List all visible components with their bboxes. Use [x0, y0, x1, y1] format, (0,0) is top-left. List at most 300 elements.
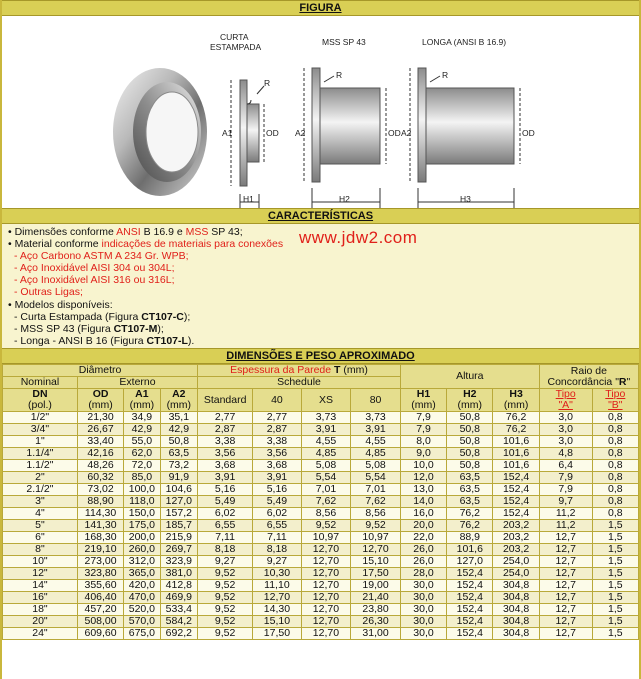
table-cell: 11,2 [539, 508, 592, 520]
table-cell: 16,0 [400, 508, 446, 520]
link-aco-carbono[interactable]: - Aço Carbono ASTM A 234 Gr. WPB; [14, 250, 189, 263]
table-row [3, 580, 639, 592]
table-cell: 8,56 [301, 508, 351, 520]
table-cell: 17,50 [351, 568, 401, 580]
hdr-nominal: Nominal [3, 377, 78, 389]
hdr-h1: H1 (mm) [400, 389, 446, 412]
table-cell: 1,5 [592, 616, 638, 628]
hdr-h2: H2 (mm) [447, 389, 493, 412]
label-a2-mss: A2 [295, 128, 306, 138]
table-cell: 76,2 [493, 412, 539, 424]
figure-area [2, 16, 639, 208]
hdr-a1: A1 (mm) [124, 389, 160, 412]
table-cell: 304,8 [493, 628, 539, 640]
table-cell: 88,9 [447, 532, 493, 544]
table-cell: 9,52 [198, 616, 253, 628]
table-cell: 10,97 [351, 532, 401, 544]
hdr-raio: Raio de Concordância "R" [539, 365, 638, 389]
table-cell: 12,70 [301, 616, 351, 628]
table-cell: 215,9 [160, 532, 198, 544]
link-materiais[interactable]: indicações de materiais para conexões [101, 238, 284, 251]
table-cell: 304,8 [493, 592, 539, 604]
table-cell: 5,54 [301, 472, 351, 484]
table-cell: 3,91 [198, 472, 253, 484]
table-cell: 42,9 [124, 424, 160, 436]
table-cell: 28,0 [400, 568, 446, 580]
table-cell: 152,4 [493, 484, 539, 496]
table-cell: 10,30 [253, 568, 301, 580]
table-cell: 420,0 [124, 580, 160, 592]
table-cell: 533,4 [160, 604, 198, 616]
hdr-h3: H3 (mm) [493, 389, 539, 412]
table-cell: 9,0 [400, 448, 446, 460]
table-cell: 63,5 [447, 472, 493, 484]
table-cell: 3,56 [198, 448, 253, 460]
curta-drawing [231, 80, 264, 208]
table-cell: 12,7 [539, 544, 592, 556]
table-cell: 5,16 [198, 484, 253, 496]
table-cell: 0,8 [592, 472, 638, 484]
table-row [3, 472, 639, 484]
table-cell: 30,0 [400, 628, 446, 640]
table-cell: 6,55 [198, 520, 253, 532]
table-cell: 13,0 [400, 484, 446, 496]
table-cell: 88,90 [77, 496, 123, 508]
table-cell: 570,0 [124, 616, 160, 628]
table-cell: 31,00 [351, 628, 401, 640]
table-cell: 7,01 [351, 484, 401, 496]
table-cell: 412,8 [160, 580, 198, 592]
table-cell: 21,30 [77, 412, 123, 424]
label-mss: MSS SP 43 [322, 37, 366, 47]
table-cell: 26,30 [351, 616, 401, 628]
table-cell: 203,2 [493, 532, 539, 544]
table-cell: 4,85 [351, 448, 401, 460]
table-cell: 42,16 [77, 448, 123, 460]
table-cell: 12,70 [301, 628, 351, 640]
table-cell: 6,02 [198, 508, 253, 520]
table-cell: 2.1/2" [3, 484, 78, 496]
table-cell: 85,0 [124, 472, 160, 484]
table-cell: 365,0 [124, 568, 160, 580]
label-r1: R [264, 78, 271, 88]
table-cell: 3,68 [253, 460, 301, 472]
table-cell: 7,62 [301, 496, 351, 508]
table-cell: 1,5 [592, 604, 638, 616]
table-cell: 1,5 [592, 520, 638, 532]
table-cell: 9,52 [351, 520, 401, 532]
table-cell: 48,26 [77, 460, 123, 472]
table-cell: 469,9 [160, 592, 198, 604]
table-cell: 14" [3, 580, 78, 592]
table-cell: 10,0 [400, 460, 446, 472]
table-cell: 9,52 [198, 628, 253, 640]
table-cell: 1,5 [592, 628, 638, 640]
table-cell: 76,2 [493, 424, 539, 436]
table-cell: 3,73 [301, 412, 351, 424]
table-cell: 1/2" [3, 412, 78, 424]
hdr-40: 40 [253, 389, 301, 412]
table-cell: 3,0 [539, 436, 592, 448]
table-cell: 4" [3, 508, 78, 520]
table-cell: 7,11 [253, 532, 301, 544]
table-cell: 5,54 [351, 472, 401, 484]
table-row [3, 556, 639, 568]
table-cell: 12,70 [301, 580, 351, 592]
table-cell: 6,02 [253, 508, 301, 520]
table-cell: 127,0 [447, 556, 493, 568]
table-cell: 1.1/4" [3, 448, 78, 460]
table-cell: 101,6 [493, 436, 539, 448]
table-cell: 152,4 [493, 472, 539, 484]
table-cell: 6" [3, 532, 78, 544]
table-cell: 1,5 [592, 580, 638, 592]
table-cell: 50,8 [447, 412, 493, 424]
label-od3: OD [522, 128, 535, 138]
table-cell: 73,2 [160, 460, 198, 472]
table-cell: 2,87 [198, 424, 253, 436]
table-cell: 3,91 [301, 424, 351, 436]
dimensoes-header: DIMENSÕES E PESO APROXIMADO [2, 348, 639, 364]
table-row [3, 616, 639, 628]
table-cell: 3,0 [539, 424, 592, 436]
hdr-tipo-a[interactable]: Tipo "A" [539, 389, 592, 412]
table-cell: 0,8 [592, 484, 638, 496]
table-cell: 9,52 [301, 520, 351, 532]
line-modelos: • Modelos disponíveis: [8, 298, 113, 311]
table-cell: 8,18 [198, 544, 253, 556]
table-cell: 12,70 [301, 544, 351, 556]
table-cell: 260,0 [124, 544, 160, 556]
table-cell: 4,85 [301, 448, 351, 460]
table-cell: 152,4 [447, 592, 493, 604]
table-row [3, 484, 639, 496]
table-cell: 520,0 [124, 604, 160, 616]
table-cell: 14,30 [253, 604, 301, 616]
table-cell: 1.1/2" [3, 460, 78, 472]
table-cell: 1,5 [592, 568, 638, 580]
table-row [3, 604, 639, 616]
table-cell: 203,2 [493, 544, 539, 556]
table-cell: 1,5 [592, 592, 638, 604]
table-cell: 4,55 [301, 436, 351, 448]
table-cell: 101,6 [493, 448, 539, 460]
table-cell: 100,0 [124, 484, 160, 496]
line-dimensoes: • Dimensões conforme ANSI B 16.9 e MSS SP 43; [8, 226, 243, 238]
table-cell: 10" [3, 556, 78, 568]
table-cell: 1,5 [592, 556, 638, 568]
table-cell: 127,0 [160, 496, 198, 508]
table-row [3, 568, 639, 580]
table-cell: 12,70 [301, 556, 351, 568]
table-cell: 9,27 [198, 556, 253, 568]
table-cell: 304,8 [493, 580, 539, 592]
table-row [3, 460, 639, 472]
table-cell: 9,52 [198, 592, 253, 604]
table-cell: 2,77 [253, 412, 301, 424]
table-cell: 63,5 [160, 448, 198, 460]
table-cell: 12,70 [301, 568, 351, 580]
table-cell: 50,8 [160, 436, 198, 448]
model-mss: - MSS SP 43 (Figura CT107-M); [14, 322, 164, 335]
table-cell: 24" [3, 628, 78, 640]
table-cell: 12,70 [253, 592, 301, 604]
table-cell: 152,4 [493, 508, 539, 520]
table-cell: 12,70 [301, 604, 351, 616]
label-od1: OD [266, 128, 279, 138]
dimensions-table [2, 364, 639, 640]
model-curta: - Curta Estampada (Figura CT107-C); [14, 310, 191, 323]
hdr-xs: XS [301, 389, 351, 412]
table-cell: 12,70 [351, 544, 401, 556]
table-cell: 12,7 [539, 616, 592, 628]
table-cell: 7,62 [351, 496, 401, 508]
table-cell: 141,30 [77, 520, 123, 532]
table-cell: 5" [3, 520, 78, 532]
table-cell: 3,91 [253, 472, 301, 484]
table-cell: 8" [3, 544, 78, 556]
table-cell: 152,4 [447, 628, 493, 640]
table-cell: 323,9 [160, 556, 198, 568]
table-cell: 63,5 [447, 484, 493, 496]
longa-drawing [410, 68, 520, 208]
table-cell: 91,9 [160, 472, 198, 484]
table-cell: 7,11 [198, 532, 253, 544]
table-cell: 3,91 [351, 424, 401, 436]
table-cell: 19,00 [351, 580, 401, 592]
table-cell: 7,9 [400, 424, 446, 436]
table-cell: 406,40 [77, 592, 123, 604]
watermark: www.jdw2.com [299, 228, 418, 247]
table-cell: 168,30 [77, 532, 123, 544]
table-cell: 304,8 [493, 616, 539, 628]
table-cell: 50,8 [447, 436, 493, 448]
table-row [3, 532, 639, 544]
table-cell: 35,1 [160, 412, 198, 424]
hdr-standard: Standard [198, 389, 253, 412]
table-cell: 0,8 [592, 448, 638, 460]
stub-end-photo [113, 68, 207, 196]
hdr-altura: Altura [400, 365, 539, 389]
table-cell: 55,0 [124, 436, 160, 448]
table-cell: 0,8 [592, 496, 638, 508]
table-row [3, 448, 639, 460]
table-cell: 10,97 [301, 532, 351, 544]
table-cell: 1" [3, 436, 78, 448]
table-cell: 3,0 [539, 412, 592, 424]
table-cell: 584,2 [160, 616, 198, 628]
table-cell: 0,8 [592, 460, 638, 472]
table-cell: 12,70 [301, 592, 351, 604]
table-cell: 7,9 [539, 472, 592, 484]
label-h1: H1 [243, 194, 254, 204]
table-cell: 5,49 [253, 496, 301, 508]
table-cell: 7,01 [301, 484, 351, 496]
table-cell: 7,9 [539, 484, 592, 496]
table-cell: 381,0 [160, 568, 198, 580]
table-body [3, 412, 639, 640]
table-cell: 23,80 [351, 604, 401, 616]
table-cell: 8,0 [400, 436, 446, 448]
table-cell: 20,0 [400, 520, 446, 532]
table-cell: 1,5 [592, 532, 638, 544]
table-cell: 30,0 [400, 592, 446, 604]
table-cell: 1,5 [592, 544, 638, 556]
label-longa: LONGA (ANSI B 16.9) [422, 37, 507, 47]
table-cell: 157,2 [160, 508, 198, 520]
table-cell: 62,0 [124, 448, 160, 460]
table-cell: 50,8 [447, 460, 493, 472]
table-cell: 9,52 [198, 604, 253, 616]
table-cell: 269,7 [160, 544, 198, 556]
table-cell: 20" [3, 616, 78, 628]
table-cell: 6,4 [539, 460, 592, 472]
hdr-externo: Externo [77, 377, 197, 389]
label-a2-longa: A2 [401, 128, 412, 138]
label-a1: A1 [222, 128, 233, 138]
table-row [3, 412, 639, 424]
table-cell: 0,8 [592, 508, 638, 520]
table-cell: 457,20 [77, 604, 123, 616]
table-cell: 76,2 [447, 508, 493, 520]
table-cell: 0,8 [592, 412, 638, 424]
table-cell: 304,8 [493, 604, 539, 616]
table-cell: 21,40 [351, 592, 401, 604]
table-cell: 150,0 [124, 508, 160, 520]
table-cell: 0,8 [592, 436, 638, 448]
table-row [3, 436, 639, 448]
table-cell: 152,4 [493, 496, 539, 508]
table-cell: 50,8 [447, 424, 493, 436]
table-cell: 470,0 [124, 592, 160, 604]
table-cell: 30,0 [400, 604, 446, 616]
table-cell: 175,0 [124, 520, 160, 532]
table-cell: 254,0 [493, 556, 539, 568]
table-row [3, 544, 639, 556]
table-cell: 8,56 [351, 508, 401, 520]
table-cell: 11,2 [539, 520, 592, 532]
table-cell: 12,7 [539, 532, 592, 544]
label-h3: H3 [460, 194, 471, 204]
table-cell: 114,30 [77, 508, 123, 520]
table-cell: 8,18 [253, 544, 301, 556]
table-cell: 3,73 [351, 412, 401, 424]
table-cell: 118,0 [124, 496, 160, 508]
table-cell: 323,80 [77, 568, 123, 580]
table-cell: 5,08 [351, 460, 401, 472]
hdr-espessura: Espessura da Parede T (mm) [198, 365, 401, 377]
table-cell: 675,0 [124, 628, 160, 640]
table-cell: 3,68 [198, 460, 253, 472]
link-inox-304[interactable]: - Aço Inoxidável AISI 304 ou 304L; [14, 262, 175, 275]
table-cell: 34,9 [124, 412, 160, 424]
table-cell: 5,08 [301, 460, 351, 472]
table-cell: 33,40 [77, 436, 123, 448]
table-cell: 12,0 [400, 472, 446, 484]
table-cell: 18" [3, 604, 78, 616]
table-cell: 3,56 [253, 448, 301, 460]
table-cell: 3" [3, 496, 78, 508]
table-cell: 6,55 [253, 520, 301, 532]
table-cell: 30,0 [400, 616, 446, 628]
flange-drawing [2, 16, 639, 208]
table-cell: 152,4 [447, 604, 493, 616]
link-outras-ligas[interactable]: - Outras Ligas; [14, 286, 83, 299]
table-cell: 26,0 [400, 544, 446, 556]
label-od2: OD [388, 128, 401, 138]
table-cell: 5,16 [253, 484, 301, 496]
table-cell: 2,87 [253, 424, 301, 436]
hdr-tipo-b[interactable]: Tipo "B" [592, 389, 638, 412]
table-cell: 15,10 [351, 556, 401, 568]
table-cell: 12,7 [539, 592, 592, 604]
table-cell: 312,0 [124, 556, 160, 568]
table-cell: 17,50 [253, 628, 301, 640]
table-cell: 0,8 [592, 424, 638, 436]
label-estampada: ESTAMPADA [210, 42, 262, 52]
table-row [3, 424, 639, 436]
hdr-schedule: Schedule [198, 377, 401, 389]
table-cell: 22,0 [400, 532, 446, 544]
table-cell: 15,10 [253, 616, 301, 628]
table-cell: 30,0 [400, 580, 446, 592]
table-cell: 355,60 [77, 580, 123, 592]
table-cell: 101,6 [447, 544, 493, 556]
table-cell: 12,7 [539, 556, 592, 568]
table-cell: 200,0 [124, 532, 160, 544]
table-cell: 152,4 [447, 568, 493, 580]
caracteristicas-header: CARACTERÍSTICAS [2, 208, 639, 224]
label-h2: H2 [339, 194, 350, 204]
table-cell: 508,00 [77, 616, 123, 628]
table-cell: 4,55 [351, 436, 401, 448]
table-cell: 4,8 [539, 448, 592, 460]
table-cell: 2,77 [198, 412, 253, 424]
link-inox-316[interactable]: - Aço Inoxidável AISI 316 ou 316L; [14, 274, 175, 287]
hdr-80: 80 [351, 389, 401, 412]
table-cell: 11,10 [253, 580, 301, 592]
label-r2: R [336, 70, 343, 80]
label-r3: R [442, 70, 449, 80]
table-cell: 254,0 [493, 568, 539, 580]
figura-header: FIGURA [2, 0, 639, 16]
table-cell: 2" [3, 472, 78, 484]
label-curta: CURTA [220, 32, 249, 42]
table-cell: 63,5 [447, 496, 493, 508]
table-cell: 219,10 [77, 544, 123, 556]
table-row [3, 592, 639, 604]
hdr-od: OD (mm) [77, 389, 123, 412]
table-cell: 273,00 [77, 556, 123, 568]
table-cell: 12" [3, 568, 78, 580]
table-cell: 26,0 [400, 556, 446, 568]
table-cell: 12,7 [539, 568, 592, 580]
table-row [3, 496, 639, 508]
table-cell: 50,8 [447, 448, 493, 460]
table-cell: 203,2 [493, 520, 539, 532]
model-longa: - Longa - ANSI B 16 (Figura CT107-L). [14, 334, 195, 347]
table-cell: 12,7 [539, 580, 592, 592]
table-cell: 7,9 [400, 412, 446, 424]
table-cell: 72,0 [124, 460, 160, 472]
hdr-diametro: Diâmetro [3, 365, 198, 377]
table-cell: 104,6 [160, 484, 198, 496]
table-cell: 185,7 [160, 520, 198, 532]
table-cell: 152,4 [447, 616, 493, 628]
table-cell: 26,67 [77, 424, 123, 436]
table-cell: 9,52 [198, 580, 253, 592]
table-cell: 692,2 [160, 628, 198, 640]
